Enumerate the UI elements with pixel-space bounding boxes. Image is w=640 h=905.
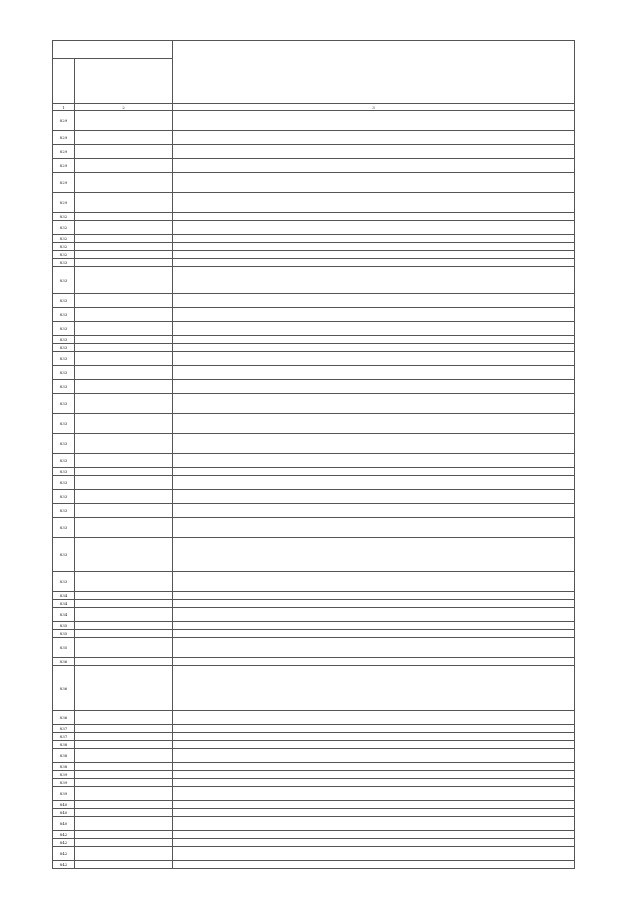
admin-code-cell: 833 <box>53 322 75 336</box>
admin-code-cell: 835 <box>53 622 75 630</box>
income-name-cell <box>173 366 575 380</box>
income-name-cell <box>173 145 575 159</box>
income-name-cell <box>173 468 575 476</box>
table-row <box>53 538 575 572</box>
income-name-cell <box>173 414 575 434</box>
income-name-cell <box>173 131 575 145</box>
income-name-cell <box>173 861 575 869</box>
income-name-cell <box>173 658 575 666</box>
income-name-cell <box>173 267 575 294</box>
income-name-cell <box>173 741 575 749</box>
income-name-cell <box>173 622 575 630</box>
income-name-cell <box>173 809 575 817</box>
header-col-name <box>173 41 575 104</box>
table-row <box>53 434 575 454</box>
table-row <box>53 221 575 235</box>
budget-code-cell <box>75 711 173 725</box>
admin-code-cell: 829 <box>53 173 75 193</box>
income-name-cell <box>173 779 575 787</box>
table-row <box>53 711 575 725</box>
section-row <box>53 771 575 779</box>
budget-code-cell <box>75 771 173 779</box>
table-row <box>53 294 575 308</box>
section-row <box>53 622 575 630</box>
admin-code-cell: 842 <box>53 831 75 839</box>
budget-code-cell <box>75 749 173 763</box>
income-name-cell <box>173 787 575 801</box>
budget-code-cell <box>75 380 173 394</box>
income-name-cell <box>173 173 575 193</box>
admin-code-cell: 839 <box>53 771 75 779</box>
admin-code-cell: 833 <box>53 518 75 538</box>
income-name-cell <box>173 159 575 173</box>
budget-code-cell <box>75 763 173 771</box>
budget-code-cell <box>75 622 173 630</box>
admin-code-cell: 829 <box>53 145 75 159</box>
admin-code-cell: 829 <box>53 159 75 173</box>
admin-code-cell: 829 <box>53 131 75 145</box>
budget-code-cell <box>75 394 173 414</box>
admin-code-cell: 833 <box>53 468 75 476</box>
admin-code-cell: 833 <box>53 490 75 504</box>
income-name-cell <box>173 831 575 839</box>
table-row <box>53 366 575 380</box>
budget-code-cell <box>75 490 173 504</box>
section-row <box>53 725 575 733</box>
admin-code-cell: 834 <box>53 592 75 600</box>
budget-code-cell <box>75 801 173 809</box>
table-row <box>53 600 575 608</box>
budget-code-cell <box>75 630 173 638</box>
admin-code-cell: 842 <box>53 839 75 847</box>
income-name-cell <box>173 847 575 861</box>
admin-code-cell: 832 <box>53 235 75 243</box>
header-num-admin: 1 <box>53 104 75 111</box>
table-row <box>53 476 575 490</box>
admin-code-cell: 838 <box>53 741 75 749</box>
income-name-cell <box>173 572 575 592</box>
admin-code-cell: 836 <box>53 711 75 725</box>
income-name-cell <box>173 733 575 741</box>
income-name-cell <box>173 592 575 600</box>
budget-code-cell <box>75 344 173 352</box>
income-name-cell <box>173 213 575 221</box>
budget-code-cell <box>75 294 173 308</box>
table-row <box>53 235 575 243</box>
income-name-cell <box>173 111 575 131</box>
table-row <box>53 733 575 741</box>
admin-code-cell: 833 <box>53 308 75 322</box>
table-row <box>53 518 575 538</box>
budget-codes-table <box>52 40 575 869</box>
admin-code-cell: 842 <box>53 861 75 869</box>
budget-code-cell <box>75 861 173 869</box>
admin-code-cell: 839 <box>53 779 75 787</box>
table-row <box>53 779 575 787</box>
table-row <box>53 308 575 322</box>
table-row <box>53 414 575 434</box>
table-row <box>53 336 575 344</box>
admin-code-cell: 837 <box>53 733 75 741</box>
budget-code-cell <box>75 243 173 251</box>
income-name-cell <box>173 608 575 622</box>
budget-code-cell <box>75 221 173 235</box>
budget-code-cell <box>75 847 173 861</box>
table-row <box>53 749 575 763</box>
budget-code-cell <box>75 193 173 213</box>
table-row <box>53 763 575 771</box>
income-name-cell <box>173 666 575 711</box>
admin-code-cell: 833 <box>53 267 75 294</box>
income-name-cell <box>173 221 575 235</box>
income-name-cell <box>173 518 575 538</box>
income-name-cell <box>173 235 575 243</box>
admin-code-cell: 840 <box>53 817 75 831</box>
admin-code-cell: 833 <box>53 414 75 434</box>
admin-code-cell: 832 <box>53 213 75 221</box>
table-row <box>53 809 575 817</box>
admin-code-cell: 833 <box>53 394 75 414</box>
budget-code-cell <box>75 131 173 145</box>
section-row <box>53 741 575 749</box>
budget-code-cell <box>75 809 173 817</box>
table-row <box>53 572 575 592</box>
admin-code-cell: 833 <box>53 434 75 454</box>
table-row <box>53 504 575 518</box>
budget-code-cell <box>75 336 173 344</box>
table-row <box>53 131 575 145</box>
admin-code-cell: 833 <box>53 294 75 308</box>
budget-code-cell <box>75 504 173 518</box>
budget-code-cell <box>75 235 173 243</box>
section-row <box>53 831 575 839</box>
admin-code-cell: 833 <box>53 344 75 352</box>
table-row <box>53 394 575 414</box>
budget-code-cell <box>75 259 173 267</box>
income-name-cell <box>173 600 575 608</box>
table-row <box>53 817 575 831</box>
income-name-cell <box>173 817 575 831</box>
budget-code-cell <box>75 414 173 434</box>
budget-code-cell <box>75 608 173 622</box>
budget-code-cell <box>75 666 173 711</box>
table-row <box>53 344 575 352</box>
admin-code-cell: 829 <box>53 111 75 131</box>
income-name-cell <box>173 336 575 344</box>
budget-code-cell <box>75 173 173 193</box>
section-row <box>53 801 575 809</box>
budget-code-cell <box>75 366 173 380</box>
table-row <box>53 630 575 638</box>
income-name-cell <box>173 771 575 779</box>
income-name-cell <box>173 394 575 414</box>
budget-code-cell <box>75 831 173 839</box>
header-num-code: 2 <box>75 104 173 111</box>
budget-code-cell <box>75 434 173 454</box>
income-name-cell <box>173 434 575 454</box>
table-row <box>53 847 575 861</box>
admin-code-cell: 837 <box>53 725 75 733</box>
table-body <box>53 111 575 869</box>
admin-code-cell: 838 <box>53 763 75 771</box>
budget-code-cell <box>75 468 173 476</box>
admin-code-cell: 842 <box>53 847 75 861</box>
admin-code-cell: 838 <box>53 749 75 763</box>
admin-code-cell: 840 <box>53 801 75 809</box>
income-name-cell <box>173 243 575 251</box>
budget-code-cell <box>75 658 173 666</box>
budget-code-cell <box>75 454 173 468</box>
income-name-cell <box>173 308 575 322</box>
admin-code-cell: 835 <box>53 638 75 658</box>
table-row <box>53 267 575 294</box>
header-col-code <box>75 59 173 104</box>
admin-code-cell: 832 <box>53 251 75 259</box>
income-name-cell <box>173 801 575 809</box>
table-row <box>53 454 575 468</box>
income-name-cell <box>173 344 575 352</box>
budget-code-cell <box>75 308 173 322</box>
income-name-cell <box>173 476 575 490</box>
admin-code-cell: 839 <box>53 787 75 801</box>
income-name-cell <box>173 839 575 847</box>
section-row <box>53 592 575 600</box>
table-row <box>53 468 575 476</box>
budget-code-cell <box>75 779 173 787</box>
table-row <box>53 159 575 173</box>
income-name-cell <box>173 294 575 308</box>
admin-code-cell: 833 <box>53 380 75 394</box>
income-name-cell <box>173 322 575 336</box>
budget-code-cell <box>75 518 173 538</box>
income-name-cell <box>173 259 575 267</box>
budget-code-cell <box>75 322 173 336</box>
admin-code-cell: 836 <box>53 658 75 666</box>
budget-code-cell <box>75 572 173 592</box>
income-name-cell <box>173 490 575 504</box>
income-name-cell <box>173 630 575 638</box>
admin-code-cell: 829 <box>53 193 75 213</box>
admin-code-cell: 836 <box>53 666 75 711</box>
budget-code-cell <box>75 145 173 159</box>
table-row <box>53 352 575 366</box>
table-row <box>53 380 575 394</box>
income-name-cell <box>173 193 575 213</box>
table-row <box>53 787 575 801</box>
budget-code-cell <box>75 638 173 658</box>
admin-code-cell: 834 <box>53 608 75 622</box>
income-name-cell <box>173 725 575 733</box>
budget-code-cell <box>75 817 173 831</box>
admin-code-cell: 834 <box>53 600 75 608</box>
admin-code-cell: 832 <box>53 243 75 251</box>
income-name-cell <box>173 711 575 725</box>
budget-code-cell <box>75 159 173 173</box>
table-row <box>53 490 575 504</box>
income-name-cell <box>173 251 575 259</box>
budget-code-cell <box>75 213 173 221</box>
table-row <box>53 145 575 159</box>
income-name-cell <box>173 380 575 394</box>
income-name-cell <box>173 749 575 763</box>
section-row <box>53 213 575 221</box>
admin-code-cell: 833 <box>53 454 75 468</box>
budget-code-cell <box>75 725 173 733</box>
income-name-cell <box>173 504 575 518</box>
table-row <box>53 322 575 336</box>
income-name-cell <box>173 763 575 771</box>
income-name-cell <box>173 352 575 366</box>
header-group-title <box>53 41 173 59</box>
table-row <box>53 193 575 213</box>
table-row <box>53 666 575 711</box>
table-row <box>53 608 575 622</box>
section-row <box>53 259 575 267</box>
table-row <box>53 173 575 193</box>
header-num-name: 3 <box>173 104 575 111</box>
budget-code-cell <box>75 352 173 366</box>
admin-code-cell: 833 <box>53 352 75 366</box>
admin-code-cell: 840 <box>53 809 75 817</box>
admin-code-cell: 833 <box>53 476 75 490</box>
admin-code-cell: 833 <box>53 259 75 267</box>
header-col-admin <box>53 59 75 104</box>
admin-code-cell: 832 <box>53 221 75 235</box>
budget-code-cell <box>75 538 173 572</box>
admin-code-cell: 833 <box>53 538 75 572</box>
table-row <box>53 251 575 259</box>
budget-code-cell <box>75 741 173 749</box>
budget-code-cell <box>75 787 173 801</box>
income-name-cell <box>173 638 575 658</box>
budget-code-cell <box>75 592 173 600</box>
budget-code-cell <box>75 600 173 608</box>
income-name-cell <box>173 454 575 468</box>
table-row <box>53 638 575 658</box>
table-row <box>53 861 575 869</box>
budget-code-cell <box>75 111 173 131</box>
budget-code-cell <box>75 839 173 847</box>
budget-code-cell <box>75 733 173 741</box>
section-row <box>53 658 575 666</box>
table-row <box>53 111 575 131</box>
table-row <box>53 839 575 847</box>
budget-code-cell <box>75 251 173 259</box>
admin-code-cell: 833 <box>53 572 75 592</box>
budget-code-cell <box>75 476 173 490</box>
admin-code-cell: 833 <box>53 504 75 518</box>
income-name-cell <box>173 538 575 572</box>
admin-code-cell: 835 <box>53 630 75 638</box>
admin-code-cell: 833 <box>53 336 75 344</box>
budget-code-cell <box>75 267 173 294</box>
table-row <box>53 243 575 251</box>
admin-code-cell: 833 <box>53 366 75 380</box>
